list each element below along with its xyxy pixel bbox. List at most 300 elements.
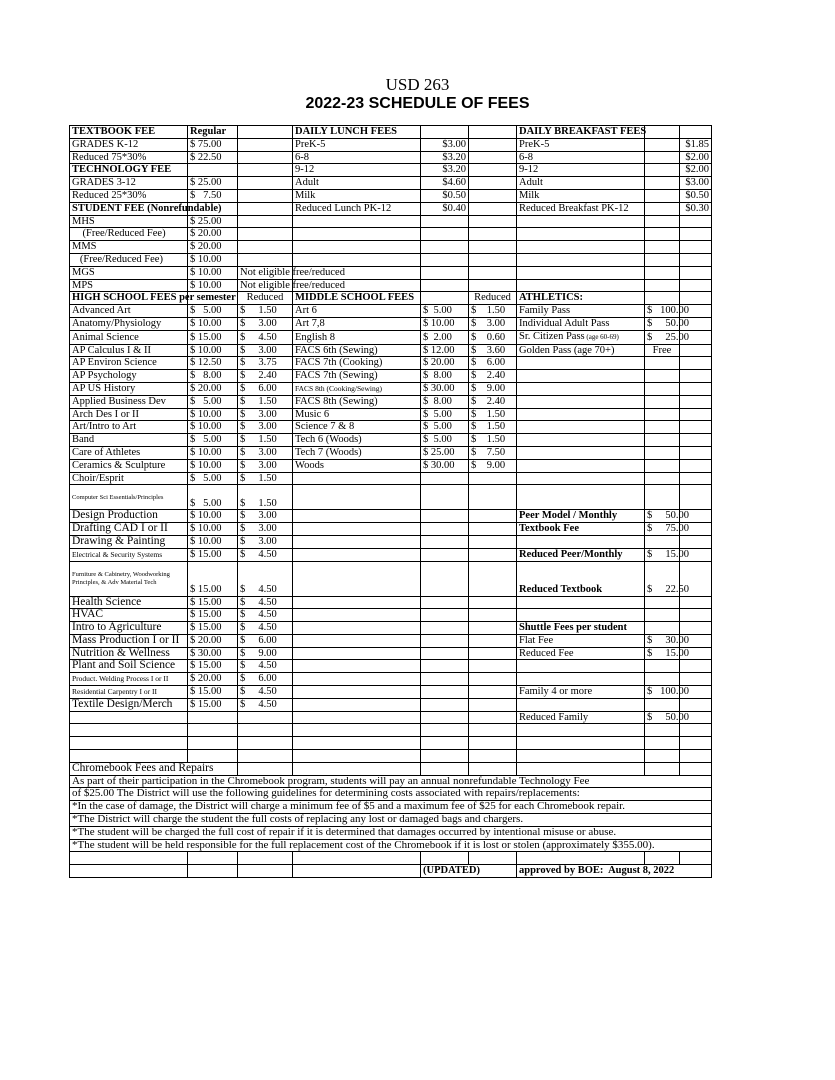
table-cell	[517, 737, 645, 750]
table-cell	[188, 634, 238, 647]
table-cell	[421, 434, 469, 447]
table-cell	[293, 241, 421, 254]
cell-text: Family Pass	[519, 305, 571, 317]
table-row	[70, 814, 712, 827]
table-cell	[70, 548, 188, 561]
cell-text: $ 15.00	[190, 609, 222, 621]
table-cell	[421, 446, 469, 459]
chromebook-line	[70, 788, 712, 801]
cell-text: Science 7 & 8	[295, 421, 355, 433]
table-cell	[238, 305, 293, 318]
table-cell	[680, 421, 712, 434]
cell-text: $ 0.60	[471, 331, 506, 343]
table-cell	[469, 762, 517, 775]
table-cell	[645, 330, 689, 344]
table-row	[70, 305, 712, 318]
chromebook-line	[70, 839, 712, 852]
table-row	[70, 189, 712, 202]
table-cell	[469, 660, 517, 673]
cell-text: $ 3.00	[240, 344, 277, 356]
table-row	[70, 634, 712, 647]
cell-text: Regular	[190, 126, 227, 137]
cell-text: MHS	[72, 215, 95, 227]
table-cell	[188, 535, 238, 548]
table-cell	[645, 215, 680, 228]
cell-text: Flat Fee	[519, 634, 554, 646]
table-cell	[70, 177, 188, 190]
table-cell	[188, 647, 238, 660]
cell-text: $ 12.00	[423, 344, 455, 356]
table-cell	[293, 472, 421, 485]
table-cell	[421, 561, 469, 596]
cell-text: $3.00	[442, 138, 466, 150]
table-cell	[680, 535, 712, 548]
table-cell	[517, 686, 645, 699]
table-cell	[238, 177, 293, 190]
cell-text: Computer Sci Essentials/Principles	[72, 493, 164, 501]
cell-text: $ 3.00	[240, 446, 277, 458]
table-cell	[70, 622, 188, 635]
table-row	[70, 382, 712, 395]
table-cell	[238, 852, 293, 865]
cell-text: Band	[72, 434, 95, 446]
table-cell	[70, 634, 188, 647]
table-cell	[517, 330, 645, 344]
table-row	[70, 421, 712, 434]
cell-text: $4.60	[442, 177, 466, 189]
table-cell	[680, 609, 712, 622]
cell-text: AP Calculus I & II	[72, 344, 151, 356]
table-cell	[645, 266, 680, 279]
table-cell	[469, 382, 517, 395]
table-cell	[188, 382, 238, 395]
table-cell	[517, 634, 645, 647]
table-cell	[517, 305, 645, 318]
cell-text: FACS 6th (Sewing)	[295, 344, 378, 356]
table-cell	[469, 126, 517, 139]
table-cell	[238, 698, 293, 711]
table-cell	[293, 151, 421, 164]
cell-text: Drafting CAD I or II	[72, 522, 168, 535]
table-cell	[70, 344, 188, 357]
table-cell	[421, 126, 469, 139]
table-cell	[645, 421, 680, 434]
table-cell	[238, 202, 293, 215]
cell-text: GRADES K-12	[72, 138, 139, 150]
table-cell	[293, 698, 421, 711]
table-row	[70, 523, 712, 536]
cell-text: TECHNOLOGY FEE	[72, 164, 172, 176]
table-cell	[645, 228, 680, 241]
cell-text: DAILY LUNCH FEES	[295, 126, 397, 137]
table-cell	[238, 330, 293, 344]
table-cell	[517, 279, 645, 292]
cell-text: $ 5.00	[423, 408, 452, 420]
table-cell	[469, 370, 517, 383]
table-cell	[680, 370, 712, 383]
table-cell	[293, 330, 421, 344]
cell-text: $ 3.00	[471, 317, 506, 329]
table-row	[70, 596, 712, 609]
table-row	[70, 711, 712, 724]
cell-text: FACS 7th (Sewing)	[295, 370, 378, 382]
table-row	[70, 865, 712, 878]
table-cell	[70, 596, 188, 609]
table-cell	[238, 370, 293, 383]
table-cell	[293, 305, 421, 318]
table-cell	[238, 459, 293, 472]
table-cell	[645, 279, 680, 292]
table-cell	[469, 189, 517, 202]
table-cell	[517, 596, 645, 609]
cell-text: (UPDATED)	[423, 865, 480, 877]
table-row	[70, 698, 712, 711]
table-cell	[469, 686, 517, 699]
cell-text: $ 7.50	[471, 446, 506, 458]
cell-text: Adult	[519, 177, 543, 189]
table-cell	[188, 228, 238, 241]
table-cell	[517, 561, 645, 596]
table-cell	[293, 485, 421, 510]
cell-text: Arch Des I or II	[72, 408, 140, 420]
cell-text: $ 25.00	[647, 331, 689, 343]
table-cell	[293, 202, 421, 215]
table-cell	[421, 852, 469, 865]
table-cell	[293, 622, 421, 635]
table-cell	[238, 292, 293, 305]
table-cell	[469, 395, 517, 408]
table-cell	[469, 408, 517, 421]
table-row	[70, 164, 712, 177]
table-cell	[469, 317, 517, 330]
cell-text: $ 5.00	[423, 434, 452, 446]
cell-text: 9-12	[295, 164, 315, 176]
table-cell	[70, 750, 188, 763]
cell-text: $ 8.00	[423, 370, 452, 382]
table-cell	[645, 548, 689, 561]
cell-text: Art/Intro to Art	[72, 421, 137, 433]
table-cell	[469, 523, 517, 536]
cell-text: $ 4.50	[240, 609, 277, 621]
table-cell	[238, 228, 293, 241]
table-cell	[645, 737, 680, 750]
cell-text: Reduced 75*30%	[72, 151, 147, 163]
table-cell	[469, 596, 517, 609]
table-cell	[469, 647, 517, 660]
cell-text: $ 25.00	[423, 446, 455, 458]
cell-text: Drawing & Painting	[72, 534, 166, 547]
cell-text: $ 10.00	[190, 317, 222, 329]
cell-text: $ 20.00	[423, 357, 455, 369]
table-cell	[517, 395, 645, 408]
cell-text: FACS 7th (Cooking)	[295, 357, 383, 369]
table-cell	[70, 698, 188, 711]
cell-text: $ 30.00	[647, 634, 689, 646]
table-cell	[469, 164, 517, 177]
table-row	[70, 673, 712, 686]
cell-text: $ 1.50	[471, 305, 506, 317]
cell-text: $ 4.50	[240, 548, 277, 560]
table-cell	[70, 485, 188, 510]
cell-text: Advanced Art	[72, 305, 131, 317]
cell-text: $ 4.50	[240, 596, 277, 608]
table-cell	[517, 523, 645, 536]
table-cell	[517, 673, 645, 686]
table-cell	[293, 292, 421, 305]
table-row	[70, 266, 712, 279]
cell-text: $ 75.00	[647, 523, 689, 535]
cell-text: $ 6.00	[471, 357, 506, 369]
table-cell	[70, 126, 188, 139]
cell-text: $ 5.00	[190, 305, 222, 317]
table-cell	[517, 472, 645, 485]
cell-text: $ 15.00	[190, 622, 222, 634]
table-cell	[238, 535, 293, 548]
table-row	[70, 839, 712, 852]
cell-text: Furniture & Cabinetry, Woodworking Principles, & Adv Material Tech	[72, 571, 170, 586]
table-cell	[680, 434, 712, 447]
cell-text: Golden Pass (age 70+)	[519, 344, 615, 356]
table-cell	[469, 737, 517, 750]
table-cell	[680, 241, 712, 254]
table-cell	[293, 865, 421, 878]
cell-text: $ 4.50	[240, 622, 277, 634]
cell-text: $ 1.50	[471, 421, 506, 433]
table-cell	[188, 266, 238, 279]
table-cell	[188, 177, 238, 190]
cell-text: $ 30.00	[423, 382, 455, 394]
table-cell	[188, 472, 238, 485]
table-cell	[517, 228, 645, 241]
table-cell	[293, 660, 421, 673]
table-cell	[70, 446, 188, 459]
table-row	[70, 852, 712, 865]
cell-text: Chromebook Fees and Repairs	[72, 761, 214, 774]
table-cell	[293, 852, 421, 865]
cell-text: $ 15.00	[190, 331, 222, 343]
table-cell	[188, 459, 238, 472]
table-cell	[70, 164, 188, 177]
table-row	[70, 472, 712, 485]
table-cell	[238, 126, 293, 139]
table-cell	[293, 548, 421, 561]
table-cell	[517, 266, 645, 279]
table-row	[70, 215, 712, 228]
cell-text: $0.40	[442, 202, 466, 214]
table-cell	[421, 138, 469, 151]
table-cell	[188, 189, 238, 202]
table-cell	[70, 357, 188, 370]
cell-text: Ceramics & Sculpture	[72, 459, 166, 471]
district-name: USD 263	[385, 75, 450, 94]
cell-text: $ 50.00	[647, 317, 689, 329]
table-cell	[238, 737, 293, 750]
cell-text: $ 100.00	[647, 686, 689, 698]
cell-text: Intro to Agriculture	[72, 621, 162, 634]
table-cell	[421, 634, 469, 647]
cell-text: Reduced Family	[519, 711, 589, 723]
cell-text: $3.20	[442, 164, 466, 176]
table-cell	[293, 189, 421, 202]
table-cell	[469, 241, 517, 254]
table-cell	[645, 711, 689, 724]
table-cell	[645, 510, 689, 523]
chromebook-title	[70, 762, 238, 775]
table-cell	[469, 305, 517, 318]
cell-text: AP US History	[72, 382, 136, 394]
table-cell	[421, 485, 469, 510]
table-cell	[421, 151, 469, 164]
table-row	[70, 510, 712, 523]
table-cell	[421, 408, 469, 421]
table-cell	[469, 253, 517, 266]
cell-text: Reduced	[474, 292, 511, 304]
table-row	[70, 826, 712, 839]
table-cell	[645, 138, 680, 151]
table-cell	[469, 292, 517, 305]
cell-text: $ 1.50	[240, 434, 277, 446]
table-cell	[517, 711, 645, 724]
cell-text: $ 1.50	[240, 305, 277, 317]
table-cell	[238, 596, 293, 609]
table-cell	[469, 711, 517, 724]
table-cell	[421, 421, 469, 434]
table-cell	[188, 548, 238, 561]
cell-text: $ 5.00	[190, 472, 222, 484]
cell-text: STUDENT FEE (Nonrefundable)	[72, 202, 222, 214]
table-cell	[238, 344, 293, 357]
table-cell	[680, 151, 712, 164]
table-cell	[469, 421, 517, 434]
table-cell	[517, 189, 645, 202]
table-cell	[517, 510, 645, 523]
cell-text: *The student will be held responsible for the full replacement cost of the Chromebook if it is lost or stolen (approximately $355.00).	[72, 838, 655, 851]
table-cell	[293, 510, 421, 523]
table-cell	[238, 660, 293, 673]
table-cell	[188, 241, 238, 254]
table-cell	[70, 660, 188, 673]
table-cell	[238, 279, 345, 292]
table-cell	[238, 472, 293, 485]
cell-text: Textbook Fee	[519, 523, 579, 535]
cell-text: MPS	[72, 279, 94, 291]
table-cell	[680, 138, 712, 151]
table-cell	[421, 305, 469, 318]
table-cell	[70, 535, 188, 548]
table-row	[70, 647, 712, 660]
cell-text: $ 2.00	[423, 331, 452, 343]
table-cell	[293, 382, 421, 395]
table-cell	[517, 548, 645, 561]
cell-text: Plant and Soil Science	[72, 659, 176, 672]
table-cell	[645, 382, 680, 395]
table-cell	[517, 177, 645, 190]
table-cell	[188, 523, 238, 536]
cell-text: $ 5.00	[190, 395, 222, 407]
table-cell	[421, 279, 469, 292]
chromebook-line	[70, 801, 712, 814]
cell-text: *The student will be charged the full cost of repair if it is determined that damages occurred by intentional misuse or abuse.	[72, 825, 617, 838]
table-cell	[238, 215, 293, 228]
cell-text: $ 9.00	[471, 459, 506, 471]
table-cell	[645, 698, 680, 711]
table-cell	[421, 189, 469, 202]
table-cell	[238, 622, 293, 635]
cell-text: $ 7.50	[190, 189, 222, 201]
table-cell	[293, 317, 421, 330]
table-cell	[421, 698, 469, 711]
table-row	[70, 775, 712, 788]
cell-text: Music 6	[295, 408, 330, 420]
cell-text: Art 7,8	[295, 317, 325, 329]
table-cell	[517, 660, 645, 673]
table-cell	[680, 253, 712, 266]
table-cell	[293, 215, 421, 228]
table-cell	[421, 395, 469, 408]
cell-text: $ 15.00	[190, 660, 222, 672]
cell-text: English 8	[295, 331, 335, 343]
table-cell	[238, 561, 293, 596]
table-cell	[70, 138, 188, 151]
cell-text: (Free/Reduced Fee)	[72, 253, 163, 265]
cell-text: GRADES 3-12	[72, 177, 136, 189]
cell-text: $ 20.00	[190, 228, 222, 240]
cell-text: MGS	[72, 266, 95, 278]
table-cell	[188, 561, 238, 596]
cell-text: Milk	[295, 189, 316, 201]
table-cell	[421, 660, 469, 673]
table-cell	[517, 370, 645, 383]
cell-text: $ 15.00	[647, 647, 689, 659]
table-cell	[238, 634, 293, 647]
table-cell	[469, 673, 517, 686]
table-cell	[421, 459, 469, 472]
table-cell	[70, 523, 188, 536]
table-cell	[517, 241, 645, 254]
table-cell	[238, 382, 293, 395]
table-cell	[70, 459, 188, 472]
table-cell	[645, 395, 680, 408]
table-cell	[238, 609, 293, 622]
table-cell	[517, 164, 645, 177]
cell-text: $ 20.00	[190, 673, 222, 685]
table-cell	[421, 737, 469, 750]
table-cell	[421, 762, 469, 775]
cell-text: MIDDLE SCHOOL FEES	[295, 292, 415, 304]
table-cell	[70, 865, 188, 878]
table-cell	[238, 647, 293, 660]
cell-text: Individual Adult Pass	[519, 317, 610, 329]
table-row	[70, 548, 712, 561]
table-cell	[645, 292, 680, 305]
table-cell	[293, 138, 421, 151]
table-cell	[188, 330, 238, 344]
cell-text: approved by BOE: August 8, 2022	[519, 865, 675, 877]
table-cell	[70, 305, 188, 318]
cell-text: $ 10.00	[190, 266, 222, 278]
cell-text: $ 2.40	[471, 395, 506, 407]
table-cell	[469, 177, 517, 190]
cell-text: 6-8	[519, 151, 533, 163]
cell-text: Reduced Textbook	[519, 583, 603, 595]
cell-text: $ 10.00	[190, 408, 222, 420]
table-cell	[188, 370, 238, 383]
cell-text: $ 25.00	[190, 215, 222, 227]
table-row	[70, 724, 712, 737]
cell-subtext: (age 60-69)	[584, 332, 619, 341]
cell-text: $ 12.50	[190, 357, 222, 369]
table-cell	[293, 228, 421, 241]
